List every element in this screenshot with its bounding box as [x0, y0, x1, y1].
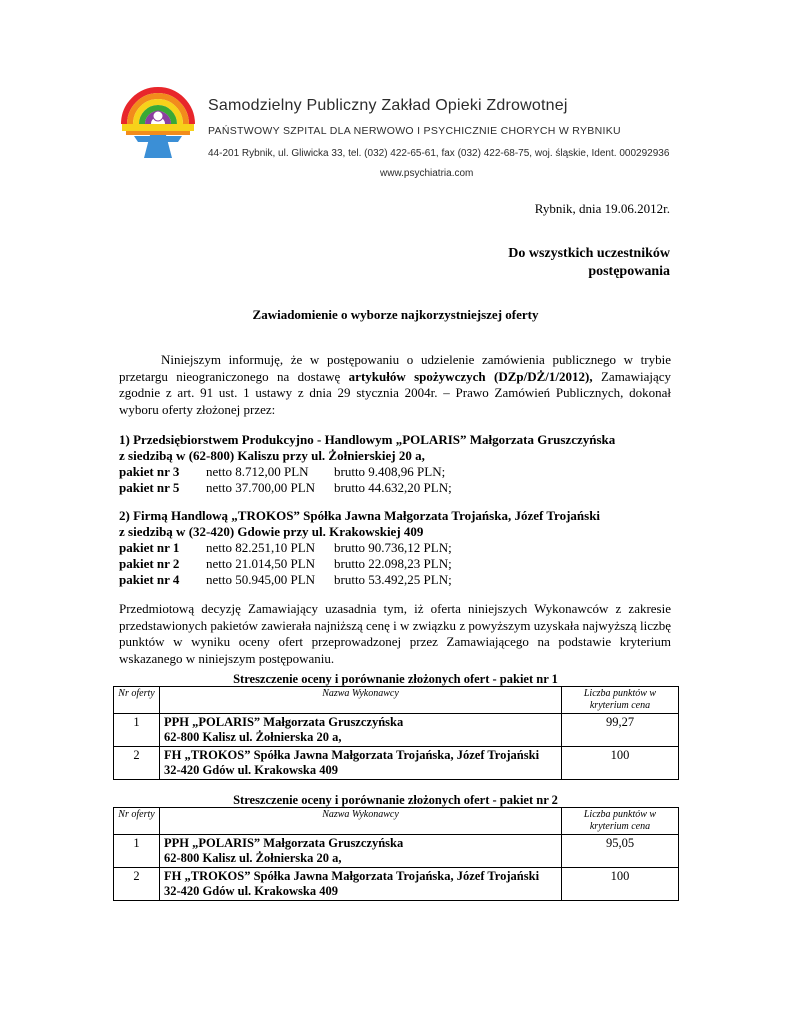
package-row: [119, 556, 679, 572]
table-caption-1: Streszczenie oceny i porównanie złożonych ofert - pakiet nr 1: [233, 672, 558, 686]
table-row: [114, 868, 679, 901]
contractor-address: 32-420 Gdów ul. Krakowska 409: [164, 763, 338, 777]
header-points: Liczba punktów w kryterium cena: [562, 808, 679, 835]
header-points: Liczba punktów w kryterium cena: [562, 687, 679, 714]
contractor-name: PPH „POLARIS” Małgorzata Gruszczyńska: [164, 836, 404, 850]
contractor-address: 32-420 Gdów ul. Krakowska 409: [164, 884, 338, 898]
letterhead-website[interactable]: www.psychiatria.com: [380, 168, 474, 179]
letterhead-subtitle: PAŃSTWOWY SZPITAL DLA NERWOWO I PSYCHICZNIE CHORYCH W RYBNIKU: [208, 125, 621, 137]
table-header-row: [114, 687, 679, 714]
package-row: [119, 480, 679, 496]
package-name: pakiet nr 5: [119, 480, 180, 495]
cell-points: 100: [562, 747, 679, 780]
package-brutto: brutto 53.492,25 PLN;: [334, 572, 452, 587]
recipient-line-2: postępowania: [588, 264, 670, 279]
justification-paragraph: Przedmiotową decyzję Zamawiający uzasadnia tym, iż oferta niniejszych Wykonawców z zakresie przedstawionych pakietów zawierała najniższą cenę i w związku z powyższym uzyskała najwyższą liczbę punktów w wyniku oceny ofert przeprowadzonej przez Zamawiającego na podstawie kryterium wskazanego w niniejszym postępowaniu.: [119, 601, 671, 666]
contractor-name: PPH „POLARIS” Małgorzata Gruszczyńska: [164, 715, 404, 729]
header-name: Nazwa Wykonawcy: [160, 687, 562, 714]
package-row: [119, 464, 679, 480]
intro-text-2: Zamawiający zgodnie z art. 91 ust. 1 ustawy z dnia 29 stycznia 2004r. – Prawo Zamówień Publicznych, dokonał wyboru oferty złożonej przez:: [119, 368, 671, 417]
cell-name: [160, 835, 562, 868]
package-name: pakiet nr 3: [119, 464, 180, 479]
cell-points: 95,05: [562, 835, 679, 868]
date-line: Rybnik, dnia 19.06.2012r.: [534, 201, 670, 216]
winner-block-1: [119, 432, 679, 496]
package-brutto: brutto 90.736,12 PLN;: [334, 540, 452, 555]
results-table-2: [113, 807, 679, 901]
cell-nr: 1: [114, 714, 160, 747]
cell-name: [160, 714, 562, 747]
package-netto: netto 8.712,00 PLN: [206, 464, 309, 479]
cell-nr: 1: [114, 835, 160, 868]
cell-name: [160, 868, 562, 901]
cell-name: [160, 747, 562, 780]
winner-address: z siedzibą w (32-420) Gdowie przy ul. Krakowskiej 409: [119, 524, 424, 539]
intro-bold: artykułów spożywczych (DZp/DŻ/1/2012),: [348, 368, 593, 384]
package-row: [119, 540, 679, 556]
contractor-address: 62-800 Kalisz ul. Żołnierska 20 a,: [164, 730, 342, 744]
package-name: pakiet nr 2: [119, 556, 180, 571]
subject-heading: Zawiadomienie o wyborze najkorzystniejszej oferty: [252, 307, 539, 322]
package-brutto: brutto 9.408,96 PLN;: [334, 464, 446, 479]
header-nr: Nr oferty: [114, 687, 160, 714]
table-row: [114, 835, 679, 868]
contractor-address: 62-800 Kalisz ul. Żołnierska 20 a,: [164, 851, 342, 865]
contractor-name: FH „TROKOS” Spółka Jawna Małgorzata Trojańska, Józef Trojański: [164, 869, 540, 883]
winner-address: z siedzibą w (62-800) Kaliszu przy ul. Żołnierskiej 20 a,: [119, 448, 425, 463]
package-brutto: brutto 22.098,23 PLN;: [334, 556, 452, 571]
winner-name: 2) Firmą Handlową „TROKOS” Spółka Jawna Małgorzata Trojańska, Józef Trojański: [119, 508, 601, 523]
winner-block-2: [119, 508, 679, 588]
table-caption-2: Streszczenie oceny i porównanie złożonych ofert - pakiet nr 2: [233, 793, 558, 807]
letterhead-title: Samodzielny Publiczny Zakład Opieki Zdrowotnej: [208, 97, 568, 114]
cell-nr: 2: [114, 868, 160, 901]
table-row: [114, 714, 679, 747]
package-brutto: brutto 44.632,20 PLN;: [334, 480, 452, 495]
recipient-line-1: Do wszystkich uczestników: [508, 246, 670, 261]
package-netto: netto 50.945,00 PLN: [206, 572, 316, 587]
package-netto: netto 37.700,00 PLN: [206, 480, 316, 495]
cell-nr: 2: [114, 747, 160, 780]
package-netto: netto 82.251,10 PLN: [206, 540, 316, 555]
package-name: pakiet nr 4: [119, 572, 180, 587]
intro-text-1: Niniejszym informuję, że w postępowaniu o udzielenie zamówienia publicznego w trybie przetargu nieograniczonego na dostawę: [119, 352, 671, 384]
package-netto: netto 21.014,50 PLN: [206, 556, 316, 571]
cell-points: 99,27: [562, 714, 679, 747]
intro-paragraph: [119, 352, 671, 418]
header-nr: Nr oferty: [114, 808, 160, 835]
package-name: pakiet nr 1: [119, 540, 180, 555]
hospital-logo: [120, 86, 196, 162]
cell-points: 100: [562, 868, 679, 901]
winner-name: 1) Przedsiębiorstwem Produkcyjno - Handlowym „POLARIS” Małgorzata Gruszczyńska: [119, 432, 616, 447]
header-name: Nazwa Wykonawcy: [160, 808, 562, 835]
table-header-row: [114, 808, 679, 835]
recipient: [508, 245, 670, 281]
letterhead-address: 44-201 Rybnik, ul. Gliwicka 33, tel. (032) 422-65-61, fax (032) 422-68-75, woj. śląskie, Ident. 000292936: [208, 148, 670, 159]
table-row: [114, 747, 679, 780]
package-row: [119, 572, 679, 588]
results-table-1: [113, 686, 679, 780]
contractor-name: FH „TROKOS” Spółka Jawna Małgorzata Trojańska, Józef Trojański: [164, 748, 540, 762]
